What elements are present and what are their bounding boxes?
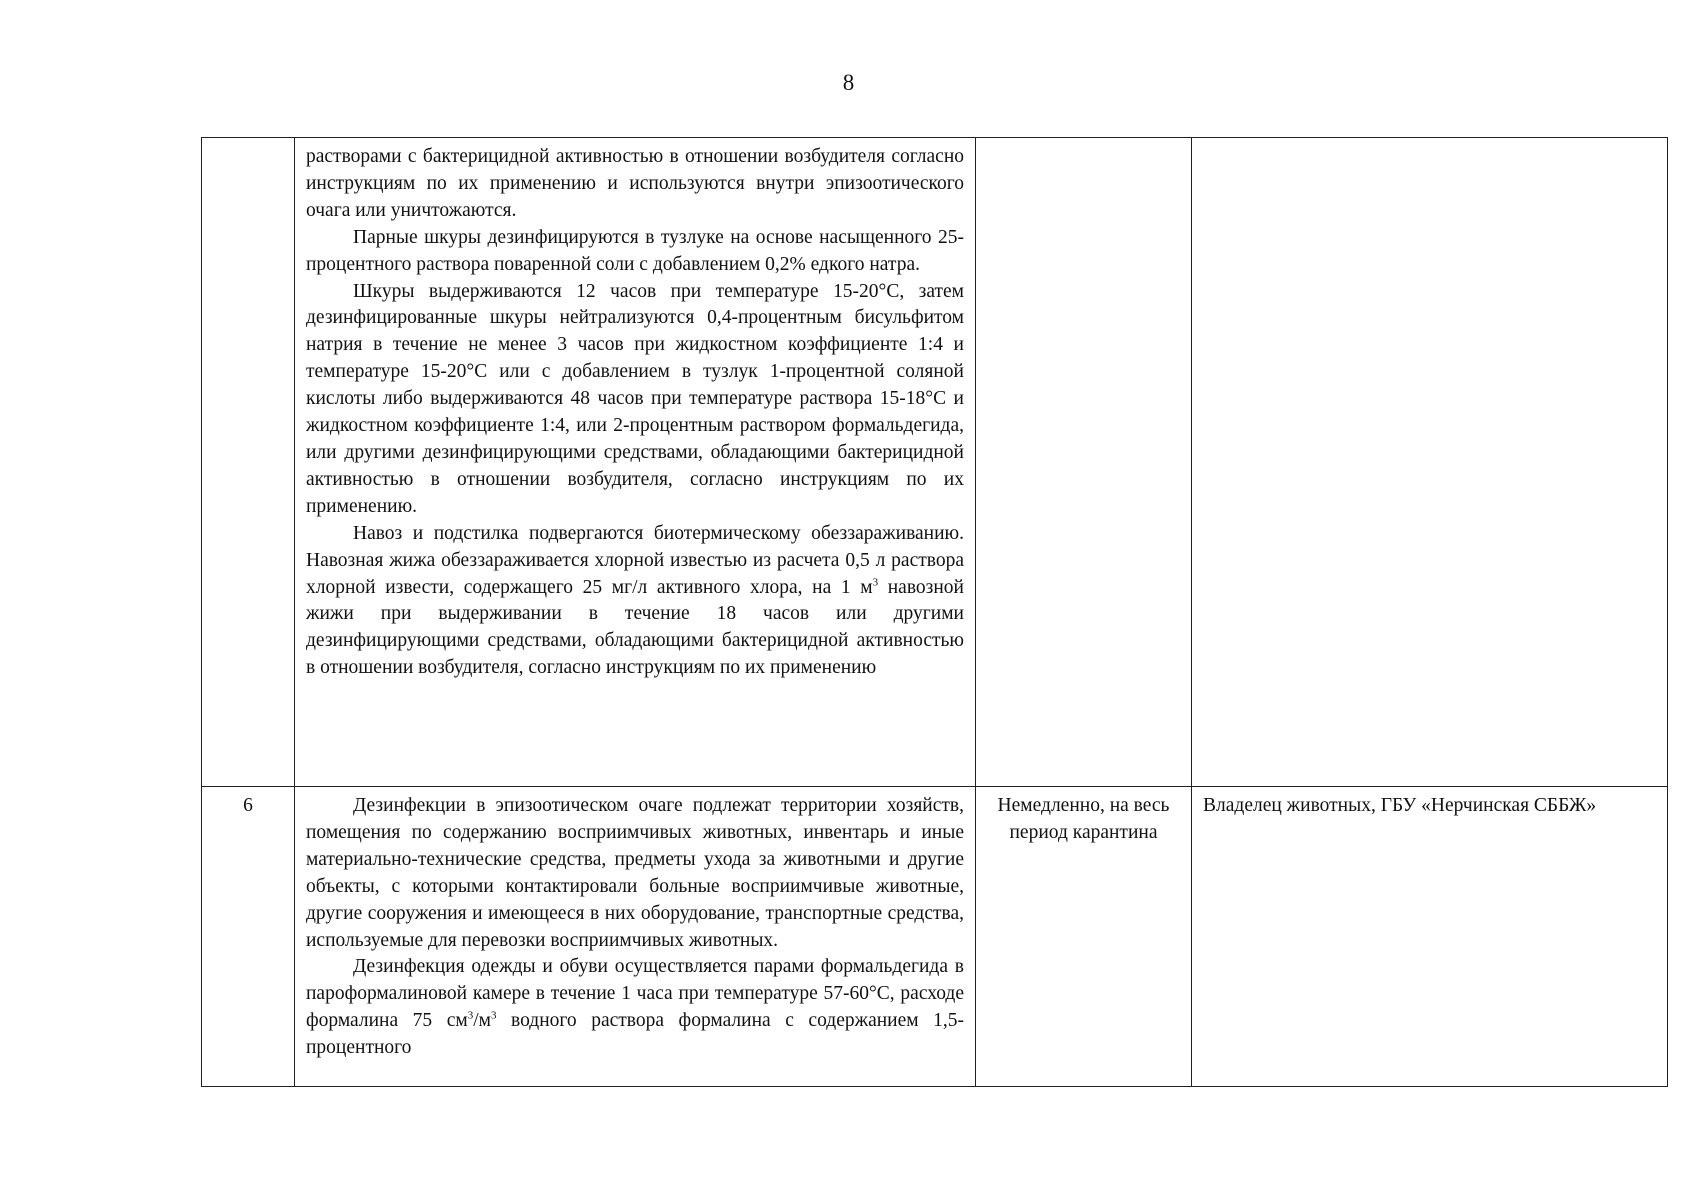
measure-text: водного раствора формалина с содержанием 1,5-процентного [306, 1010, 965, 1059]
measure-text: Дезинфекция одежды и обуви осуществляется парами формальдегида в пароформалиновой камере в течение 1 часа при температуре 57-60°С, расходе формалина 75 см [306, 956, 964, 1032]
measure-paragraph: растворами с бактерицидной активностью в отношении возбудителя согласно инструкциям по их применению и используются внутри эпизоотического очага или уничтожаются. [306, 146, 964, 221]
row-number-cell: 6 [202, 787, 295, 1087]
measure-paragraph [306, 521, 964, 682]
measure-description-cell [295, 787, 976, 1087]
row-number-cell [202, 138, 295, 787]
responsible-cell [1192, 138, 1668, 787]
measure-text: /м [473, 1010, 491, 1032]
table-row [202, 138, 1668, 787]
measure-paragraph: Парные шкуры дезинфицируются в тузлуке на основе насыщенного 25-процентного раствора поваренной соли с добавлением 0,2% едкого натра. [306, 226, 964, 275]
measures-table [201, 137, 1668, 1087]
measure-paragraph: Дезинфекции в эпизоотическом очаге подлежат территории хозяйств, помещения по содержанию восприимчивых животных, инвентарь и иные материально-технические средства, предметы ухода за животными и другие объекты, с которыми контактировали больные восприимчивые животные, другие сооружения и имеющееся в них оборудование, транспортные средства, используемые для перевозки восприимчивых животных. [306, 795, 964, 951]
superscript: 3 [467, 1009, 474, 1022]
page-number: 8 [842, 70, 855, 95]
measure-paragraph [306, 954, 964, 1062]
superscript: 3 [490, 1009, 497, 1022]
superscript: 3 [872, 576, 879, 588]
term-cell: Немедленно, на весь период карантина [976, 787, 1192, 1087]
measure-description-cell [295, 138, 976, 787]
measure-text: Навоз и подстилка подвергаются биотермическому обеззараживанию. Навозная жижа обеззараживается хлорной известью из расчета 0,5 л раствора хлорной извести, содержащего 25 мг/л активного хлора, на 1 м [306, 522, 964, 598]
measure-paragraph: Шкуры выдерживаются 12 часов при температуре 15-20°С, затем дезинфицированные шкуры нейтрализуются 0,4-процентным бисульфитом натрия в течение не менее 3 часов при жидкостном коэффициенте 1:4 и температуре 15-20°С или с добавлением в тузлук 1-процентной соляной кислоты либо выдерживаются 48 часов при температуре раствора 15-18°С и жидкостном коэффициенте 1:4, или 2-процентным раствором формальдегида, или другими дезинфицирующими средствами, обладающими бактерицидной активностью в отношении возбудителя, согласно инструкциям по их применению. [306, 280, 964, 517]
measure-text: навозной жижи при выдерживании в течение 18 часов или другими дезинфицирующими средствами, обладающими бактерицидной активностью в отношении возбудителя, согласно инструкциям по их применению [306, 576, 964, 679]
table-row [202, 787, 1668, 1087]
term-cell [976, 138, 1192, 787]
responsible-cell: Владелец животных, ГБУ «Нерчинская СББЖ» [1192, 787, 1668, 1087]
